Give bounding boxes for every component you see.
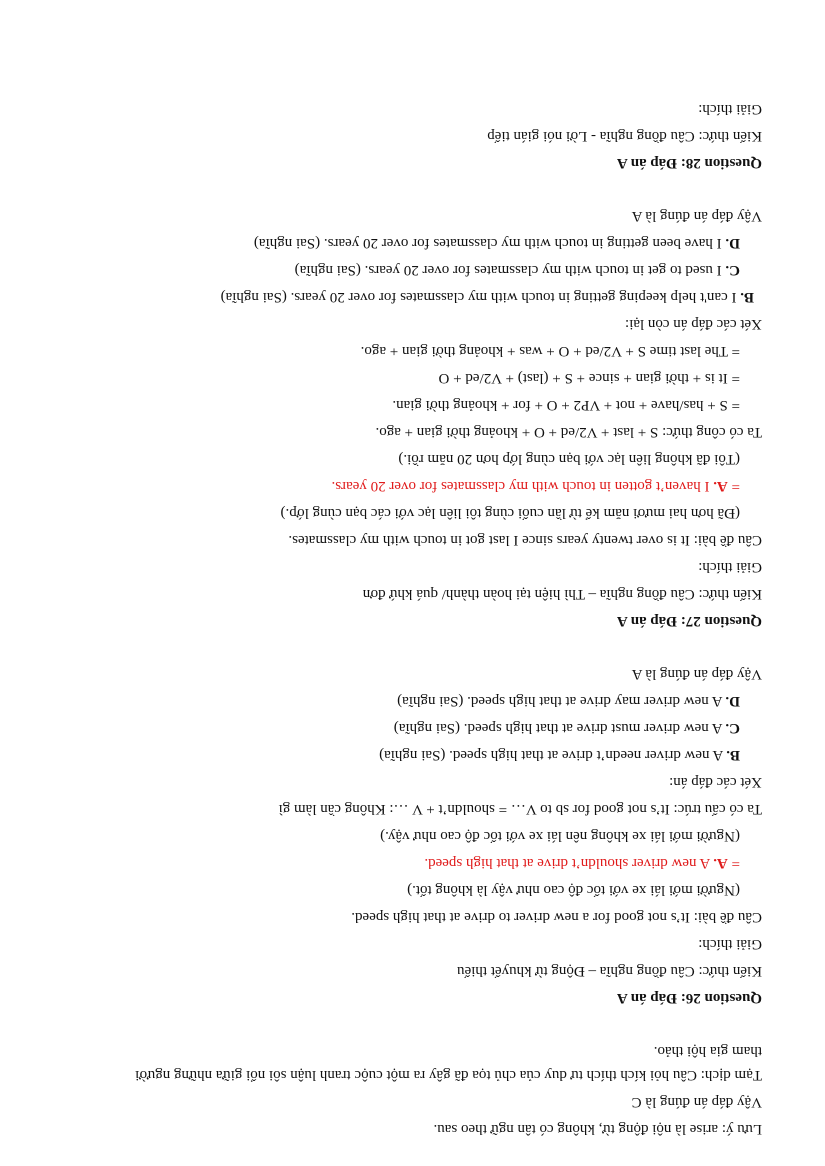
option-b	[379, 746, 740, 764]
equivalent-structure: = S + has/have + not + VP2 + O + for + khoảng thời gian.	[392, 397, 740, 413]
option-d	[397, 692, 740, 710]
answer-conclusion: Vậy đáp án đúng là A	[631, 666, 762, 682]
option-letter: C.	[725, 262, 740, 278]
option-letter: B.	[740, 289, 754, 305]
correct-answer	[331, 477, 740, 495]
option-text: I can't help keeping getting in touch with my classmates for over 20 years. (Sai nghĩa)	[220, 289, 741, 305]
question-26-heading: Question 26: Đáp án A	[616, 990, 762, 1006]
answer-translation: (Tôi đã không liên lạc với bạn cùng lớp hơn 20 năm rồi.)	[398, 451, 740, 467]
option-text: I used to get in touch with my classmates for over 20 years. (Sai nghĩa)	[294, 262, 726, 278]
answer-text: I haven’t gotten in touch with my classmates for over 20 years.	[331, 478, 714, 494]
option-text: A new driver may drive at that high speed. (Sai nghĩa)	[397, 693, 726, 709]
answer-conclusion: Vậy đáp án đúng là C	[631, 1094, 762, 1110]
explanation-label: Giải thích:	[698, 936, 762, 952]
option-letter: D.	[725, 693, 740, 709]
answer-text: A new driver shouldn’t drive at that high speed.	[424, 855, 714, 871]
prompt-translation: (Người mới lái xe với tốc độ cao như vậy là không tốt.)	[407, 882, 740, 898]
option-letter: C.	[725, 720, 740, 736]
correct-answer	[424, 854, 740, 872]
option-letter: B.	[726, 747, 740, 763]
answer-letter: A.	[713, 478, 728, 494]
knowledge-line: Kiến thức: Câu đồng nghĩa – Thì hiện tại hoàn thành/ quá khứ đơn	[362, 586, 762, 602]
equivalent-structure: = The last time S + V2/ed + O + was + khoảng thời gian + ago.	[360, 343, 740, 359]
formula-line: Ta có công thức: S + last + V2/ed + O + khoảng thời gian + ago.	[375, 424, 762, 440]
option-text: A new driver needn’t drive at that high speed. (Sai nghĩa)	[379, 747, 727, 763]
knowledge-line: Kiến thức: Câu đồng nghĩa - Lời nói gián tiếp	[487, 128, 762, 144]
prompt-sentence: Câu đề bài: It is over twenty years since I last got in touch with my classmates.	[288, 532, 762, 548]
option-d	[254, 234, 740, 252]
knowledge-line: Kiến thức: Câu đồng nghĩa – Động từ khuyết thiếu	[457, 963, 762, 979]
question-27-heading: Question 27: Đáp án A	[616, 613, 762, 629]
other-options-label: Xét các đáp án:	[669, 774, 762, 790]
prompt-sentence: Câu đề bài: It’s not good for a new driver to drive at that high speed.	[351, 909, 762, 925]
answer-conclusion: Vậy đáp án đúng là A	[631, 208, 762, 224]
equivalent-structure: = It is + thời gian + since + S + (last) + V2/ed + O	[438, 370, 740, 386]
option-letter: D.	[725, 235, 740, 251]
explanation-label: Giải thích:	[698, 101, 762, 117]
answer-letter: A.	[713, 855, 728, 871]
answer-prefix: =	[727, 478, 740, 494]
note-line: Lưu ý: arise là nội động từ, không có tân ngữ theo sau.	[433, 1121, 762, 1137]
option-text: I have been getting in touch with my classmates for over 20 years. (Sai nghĩa)	[253, 235, 726, 251]
option-c	[394, 719, 740, 737]
other-options-label: Xét các đáp án còn lại:	[624, 316, 762, 332]
prompt-translation: (Đã hơn hai mươi năm kể từ lần cuối cùng tôi liên lạc với các bạn cùng lớp.)	[280, 505, 740, 521]
explanation-label: Giải thích:	[698, 559, 762, 575]
option-b	[221, 288, 754, 306]
answer-translation: (Người mới lái xe không nên lái xe với tốc độ cao như vậy.)	[380, 828, 740, 844]
question-28-heading: Question 28: Đáp án A	[616, 155, 762, 171]
option-c	[295, 261, 740, 279]
answer-prefix: =	[727, 855, 740, 871]
structure-line: Ta có cấu trúc: It’s not good for sb to V… = shouldn’t + V …: Không cần làm gì	[278, 801, 762, 817]
translation-line-cont: tham gia hội thảo.	[653, 1043, 762, 1059]
translation-line: Tạm dịch: Câu hỏi kích thích tư duy của chủ tọa đã gây ra một cuộc tranh luận sôi nổi giữa những người	[135, 1067, 762, 1083]
option-text: A new driver must drive at that high speed. (Sai nghĩa)	[393, 720, 726, 736]
